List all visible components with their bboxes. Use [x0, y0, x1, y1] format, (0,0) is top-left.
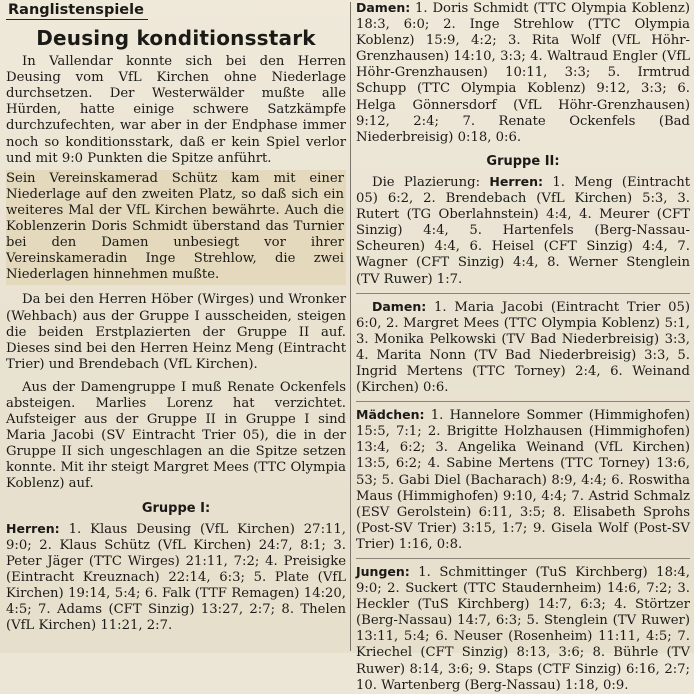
paragraph-aufstieg-herren: Da bei den Herren Höber (Wirges) und Wronker (Wehbach) aus der Gruppe I ausscheiden, steigen die beiden Erstplazierten der Gruppe II auf. Dieses sind bei den Herren Heinz Meng (Eintracht Trier) und Brendebach (VfL Kirchen). — [6, 292, 346, 372]
jungen-results — [356, 564, 690, 694]
maedchen-label: Mädchen: — [356, 407, 425, 423]
left-column — [6, 0, 346, 653]
gruppe1-herren-text: 1. Klaus Deusing (VfL Kirchen) 27:11, 9:0; 2. Klaus Schütz (VfL Kirchen) 24:7, 8:1; 3. Peter Jäger (TTC Wirges) 21:11, 7:2; 4. Preisigke (Eintracht Kreuznach) 22:14, 6:3; 5. Plate (VfL Kirchen) 19:14, 5:4; 6. Falk (TTF Remagen) 14:20, 4:5; 7. Adams (CFT Sinzig) 13:27, 2:7; 8. Thelen (VfL Kirchen) 11:21, 2:7. — [6, 521, 346, 634]
gruppe1-damen-results — [356, 0, 690, 146]
gruppe2-damen-results — [356, 299, 690, 397]
gruppe2-damen-text: 1. Maria Jacobi (Eintracht Trier 05) 6:0, 2. Margret Mees (TTC Olympia Koblenz) 5:1, 3. Monika Pelkowski (TV Bad Niederbreisig) 3:3, 4. Marita Nonn (TV Bad Niederbreisig) 3:3, 5. Ingrid Mertens (TTC Torney) 2:4, 6. Weinand (Kirchen) 0:6. — [356, 299, 690, 396]
gruppe1-damen-text: 1. Doris Schmidt (TTC Olympia Koblenz) 18:3, 6:0; 2. Inge Strehlow (TTC Olympia Koblenz) 15:9, 4:2; 3. Rita Wolf (VfL Höhr-Grenzhausen) 14:10, 3:3; 4. Waltraud Engler (VfL Höhr-Grenzhausen) 10:11, 3:3; 5. Irmtrud Schupp (TTC Olympia Koblenz) 9:12, 3:3; 6. Helga Gönnersdorf (VfL Höhr-Grenzhausen) 9:12, 2:4; 7. Renate Ockenfels (Bad Niederbreisig) 0:18, 0:6. — [356, 1, 690, 145]
paragraph-damengruppe: Aus der Damengruppe I muß Renate Ockenfels absteigen. Marlies Lorenz hat verzichtet. Aufsteiger aus der Gruppe II in Gruppe I sind Maria Jacobi (SV Eintracht Trier 05), die in der Gruppe II sich ungeschlagen an die Spitze setzen konnte. Mit ihr steigt Margret Mees (TTC Olympia Koblenz) auf. — [6, 379, 346, 492]
separator-rule — [356, 401, 690, 402]
gruppe2-herren-label: Herren: — [489, 173, 544, 189]
separator-rule — [356, 558, 690, 559]
gruppe2-herren-results — [356, 174, 690, 288]
right-column — [356, 0, 690, 693]
gruppe1-damen-label: Damen: — [356, 0, 411, 15]
gruppe1-heading: Gruppe I: — [141, 500, 211, 516]
gruppe2-heading: Gruppe II: — [486, 153, 560, 169]
column-divider — [350, 2, 351, 651]
section-kicker: Ranglistenspiele — [6, 0, 148, 20]
intro-paragraph: In Vallendar konnte sich bei den Herren Deusing vom VfL Kirchen ohne Niederlage durchsetzen. Der Westerwälder mußte alle Hürden, hatte einige schwere Satzkämpfe durchzufechten, war aber in der Endphase immer noch so konditionsstark, daß er kein Spiel verlor und mit 9:0 Punkten die Spitze anführt. — [6, 54, 346, 166]
gruppe1-herren-label: Herren: — [6, 520, 60, 536]
paragraph-schuetz: Sein Vereinskamerad Schütz kam mit einer Niederlage auf den zweiten Platz, so daß sich ein weiteres Mal der VfL Kirchen bewährte. Auch die Koblenzerin Doris Schmidt überstand das Turnier bei den Damen unbesiegt vor ihrer Vereinskameradin Inge Strehlow, die zwei Niederlagen hinnehmen mußte. — [6, 170, 344, 283]
gruppe2-herren-text: 1. Meng (Eintracht 05) 6:2, 2. Brendebach (VfL Kirchen) 5:3, 3. Rutert (TG Oberlahnstein) 4:4, 4. Meurer (CFT Sinzig) 4:4, 5. Hartenfels (Berg-Nassau-Scheuren) 4:4, 6. Heisel (CFT Sinzig) 4:4, 7. Wagner (CFT Sinzig) 4:4, 8. Werner Stenglein (TV Ruwer) 1:7. — [356, 174, 690, 287]
jungen-label: Jungen: — [356, 564, 410, 579]
maedchen-text: 1. Hannelore Sommer (Himmighofen) 15:5, 7:1; 2. Brigitte Holzhausen (Himmighofen) 13:4, 6:2; 3. Angelika Weinand (VfL Kirchen) 13:5, 6:2; 4. Sabine Mertens (TTC Torney) 13:6, 53; 5. Gabi Diel (Bacharach) 8:9, 4:4; 6. Roswitha Maus (Himmighofen) 9:10, 4:4; 7. Astrid Schmalz (ESV Gerolstein) 6:11, 3:5; 8. Elisabeth Sprohs (Post-SV Trier) 3:15, 1:7; 9. Gisela Wolf (Post-SV Trier) 1:16, 0:8. — [356, 408, 690, 552]
gruppe2-intro: Die Plazierung: — [372, 174, 481, 190]
separator-rule — [356, 293, 690, 294]
jungen-text: 1. Schmittinger (TuS Kirchberg) 18:4, 9:0; 2. Suckert (TTC Staudernheim) 14:6, 7:2; 3. Heckler (TuS Kirchberg) 14:7, 6:3; 4. Störtzer (Berg-Nassau) 14:7, 6:3; 5. Stenglein (TV Ruwer) 13:11, 5:4; 6. Neuser (Rosenheim) 11:11, 4:5; 7. Kriechel (CFT Sinzig) 8:13, 3:6; 8. Bührle (TV Ruwer) 8:14, 3:6; 9. Staps (CTF Sinzig) 6:16, 2:7; 10. Wartenberg (Berg-Nassau) 1:18, 0:9. — [356, 565, 690, 693]
highlighted-paragraph — [6, 170, 346, 286]
article-headline: Deusing konditionsstark — [36, 26, 316, 51]
gruppe1-herren-results — [6, 521, 346, 635]
gruppe2-damen-label: Damen: — [372, 298, 427, 314]
maedchen-results — [356, 407, 690, 553]
